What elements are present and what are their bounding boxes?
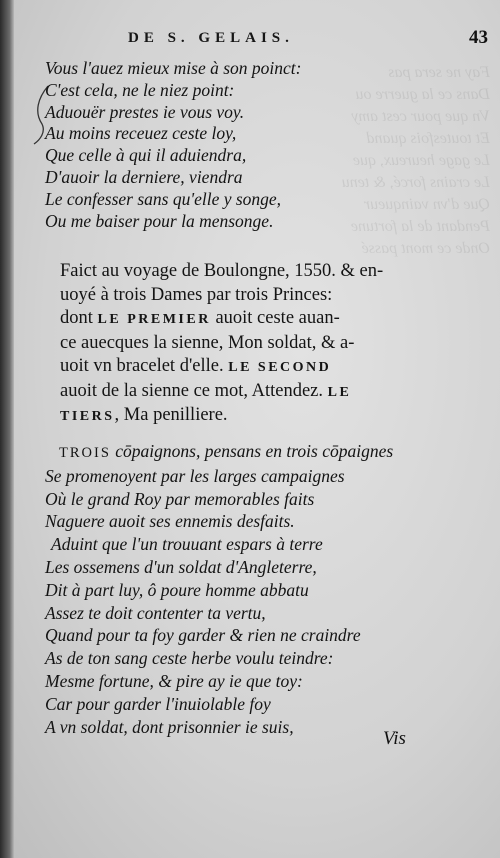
verse-line: C'est cela, ne le niez point: (45, 79, 235, 100)
prose-line (60, 307, 460, 332)
verse-line: Le confesser sans qu'elle y songe, (45, 188, 282, 209)
verse-line: Que celle à qui il aduiendra, (45, 145, 247, 166)
verse-line: Mesme fortune, & pire ay ie que toy: (45, 670, 303, 691)
small-caps-text: LE PREMIER (97, 312, 211, 327)
small-caps-text: LE (327, 384, 352, 400)
verse-line: Au moins receuez ceste loy, (45, 123, 237, 144)
verse-block-bottom (45, 440, 393, 738)
prose-line: ce auecques la sienne, Mon soldat, & a- (60, 332, 355, 353)
verse-block-top (45, 58, 301, 232)
verse-line: Aduouër prestes ie vous voy. (45, 101, 245, 122)
prose-line: Faict au voyage de Boulongne, 1550. & en- (60, 261, 384, 281)
prose-line: uoyé à trois Dames par trois Princes: (60, 284, 333, 305)
prose-line (60, 355, 460, 380)
prose-line (60, 380, 460, 405)
verse-line: Se promenoyent par les larges campaignes (45, 465, 345, 486)
prose-text: uoit vn bracelet d'elle. (60, 356, 229, 376)
verse-line: D'auoir la derniere, viendra (45, 166, 243, 187)
verse-line: Car pour garder l'inuiolable foy (45, 693, 271, 714)
verse-line: Ou me baiser pour la mensonge. (45, 210, 274, 231)
small-caps-text: TROIS (59, 445, 111, 461)
verse-line: Dit à part luy, ô poure homme abbatu (45, 579, 309, 600)
binding-gutter (0, 0, 14, 858)
page-number: 43 (469, 27, 488, 48)
verse-text: cōpaignons, pensans en trois cōpaignes (110, 441, 394, 461)
verse-line: Aduint que l'un trouuant espars à terre (51, 534, 323, 555)
prose-text: , Ma penilliere. (114, 405, 228, 425)
verse-line (59, 440, 393, 465)
running-head (0, 27, 500, 54)
verse-line: Vous l'auez mieux mise à son poinct: (45, 58, 302, 78)
verse-line: A vn soldat, dont prisonnier ie suis, (45, 716, 294, 737)
verse-line: Les ossemens d'un soldat d'Angleterre, (45, 556, 317, 577)
prose-heading (60, 260, 460, 429)
verse-line: Où le grand Roy par memorables faits (45, 488, 315, 509)
running-title: DE S. GELAIS. (128, 30, 294, 46)
prose-text: auoit ceste auan- (210, 308, 340, 328)
small-caps-text: LE SECOND (228, 360, 332, 375)
prose-text: auoit de la sienne ce mot, Attendez. (60, 380, 328, 401)
small-caps-text: TIERS (60, 409, 115, 424)
verse-line: Naguere auoit ses ennemis desfaits. (45, 511, 295, 532)
verse-line: Assez te doit contenter ta vertu, (45, 602, 266, 623)
show-through-text: Fay ne sera pas Dans ce la guerre ou Vn que pour cest amy Et toutesfois quand Le gage heureux, que Le crains forcé, & tenu Que d'vn vainqueur Pendant de la fortune Onde ce mont passé (341, 64, 490, 257)
prose-line (60, 404, 460, 429)
verse-line: Quand pour ta foy garder & rien ne craindre (45, 625, 361, 646)
verse-line: As de ton sang ceste herbe voulu teindre: (45, 648, 334, 669)
catchword: Vis (383, 728, 406, 749)
prose-text: dont (60, 308, 98, 328)
